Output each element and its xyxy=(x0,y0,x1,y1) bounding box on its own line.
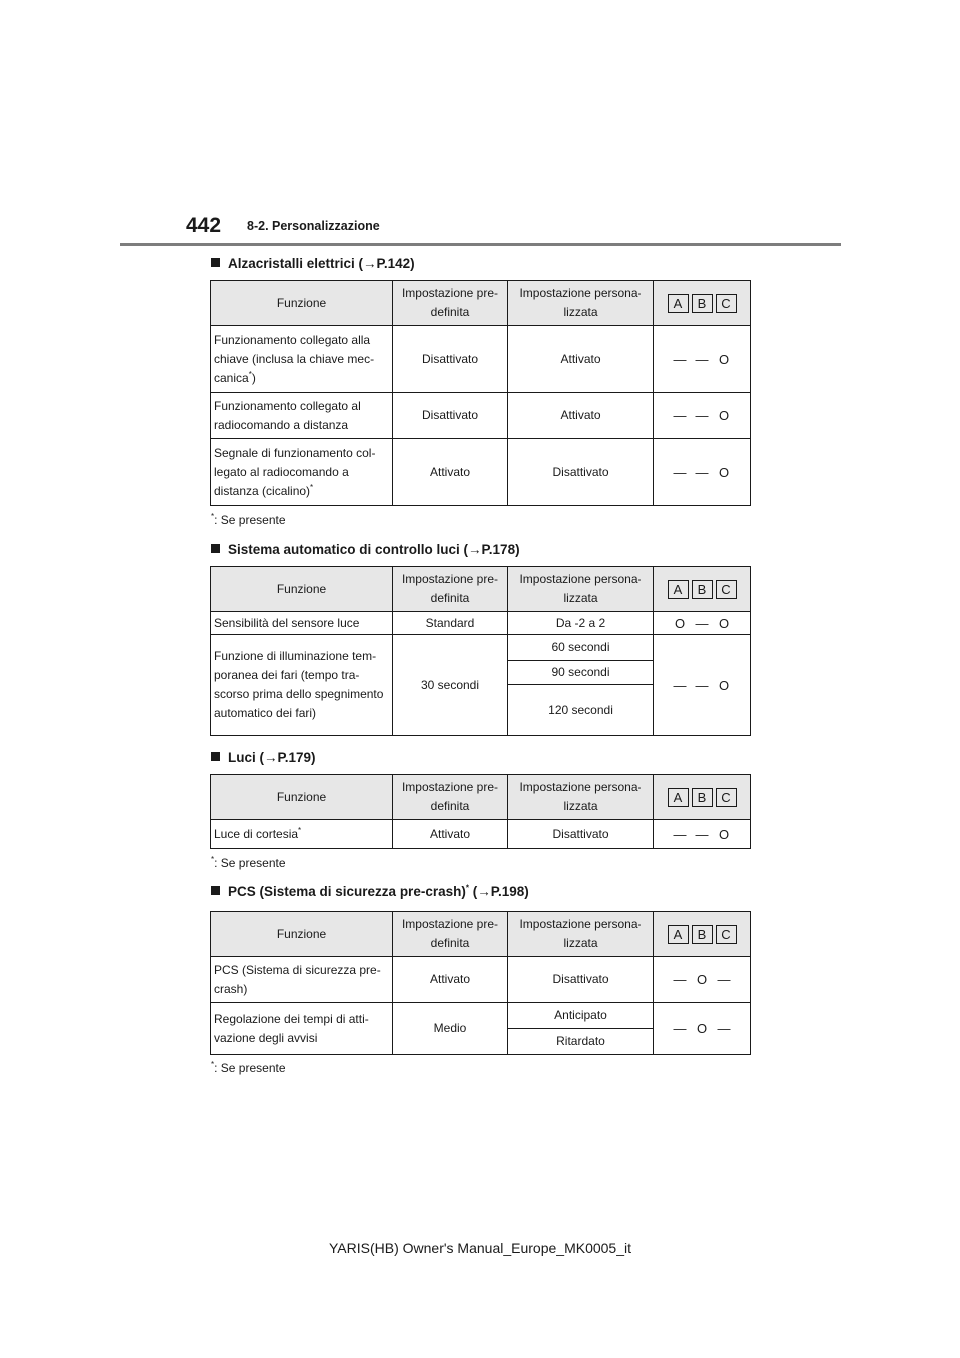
header-predefinita: Impostazione pre-definita xyxy=(393,281,508,326)
cell-personalizzata: Da -2 a 2 xyxy=(508,612,654,635)
table-row xyxy=(211,439,751,506)
cell-personalizzata: 120 secondi xyxy=(508,685,654,736)
value-c: — xyxy=(717,972,731,987)
header-funzione: Funzione xyxy=(211,775,393,820)
value-b: — xyxy=(695,677,709,693)
table-row xyxy=(211,326,751,393)
cell-funzione: PCS (Sistema di sicurezza pre-crash) xyxy=(211,957,393,1003)
cell-personalizzata: 90 secondi xyxy=(508,661,654,685)
value-a: — xyxy=(673,464,687,480)
value-c: O xyxy=(718,826,730,842)
cell-abc xyxy=(654,1003,751,1055)
cell-funzione: Funzionamento collegato al radiocomando a distanza xyxy=(211,393,393,439)
value-b: — xyxy=(695,351,709,367)
header-abc xyxy=(654,775,751,820)
header-abc xyxy=(654,567,751,612)
table-row xyxy=(211,820,751,849)
cell-predefinita: Standard xyxy=(393,612,508,635)
square-bullet-icon xyxy=(211,544,220,553)
header-predefinita: Impostazione pre-definita xyxy=(393,912,508,957)
square-bullet-icon xyxy=(211,886,220,895)
value-a: — xyxy=(673,1021,687,1036)
cell-predefinita: Disattivato xyxy=(393,393,508,439)
table-luci xyxy=(210,774,751,849)
header-funzione: Funzione xyxy=(211,281,393,326)
table-row xyxy=(211,957,751,1003)
value-b: — xyxy=(695,464,709,480)
cell-abc xyxy=(654,612,751,635)
section-title-alzacristalli: Alzacristalli elettrici (→P.142) xyxy=(211,256,415,271)
box-a: A xyxy=(668,788,689,807)
cell-personalizzata: Disattivato xyxy=(508,820,654,849)
header-rule xyxy=(120,243,841,246)
value-b: — xyxy=(695,826,709,842)
header-predefinita: Impostazione pre-definita xyxy=(393,775,508,820)
box-b: B xyxy=(692,580,713,599)
cell-funzione: Segnale di funzionamento col-legato al radiocomando a distanza (cicalino)* xyxy=(211,439,393,506)
value-a: — xyxy=(673,972,687,987)
section-title-luci-auto: Sistema automatico di controllo luci (→P.178) xyxy=(211,542,520,557)
header-funzione: Funzione xyxy=(211,912,393,957)
table-luci-auto xyxy=(210,566,751,736)
cell-funzione: Funzionamento collegato alla chiave (inclusa la chiave mec-canica*) xyxy=(211,326,393,393)
footnote: *: Se presente xyxy=(211,855,286,870)
box-c: C xyxy=(716,580,737,599)
cell-predefinita: Attivato xyxy=(393,439,508,506)
box-a: A xyxy=(668,925,689,944)
box-c: C xyxy=(716,925,737,944)
value-c: O xyxy=(718,351,730,367)
box-a: A xyxy=(668,294,689,313)
value-c: O xyxy=(718,677,730,693)
footer-manual-id: YARIS(HB) Owner's Manual_Europe_MK0005_it xyxy=(329,1240,631,1256)
value-b: O xyxy=(696,972,708,987)
cell-predefinita: Attivato xyxy=(393,957,508,1003)
header-personalizzata: Impostazione persona-lizzata xyxy=(508,912,654,957)
header-personalizzata: Impostazione persona-lizzata xyxy=(508,567,654,612)
table-alzacristalli xyxy=(210,280,751,506)
value-c: — xyxy=(717,1021,731,1036)
cell-predefinita: 30 secondi xyxy=(393,635,508,736)
value-c: O xyxy=(718,615,730,631)
table-pcs xyxy=(210,911,751,1055)
table-row xyxy=(211,635,751,661)
cell-personalizzata: Ritardato xyxy=(508,1029,654,1055)
footnote: *: Se presente xyxy=(211,1060,286,1075)
value-b: O xyxy=(696,1021,708,1036)
cell-funzione: Sensibilità del sensore luce xyxy=(211,612,393,635)
cell-funzione: Luce di cortesia* xyxy=(211,820,393,849)
value-a: — xyxy=(673,677,687,693)
cell-abc xyxy=(654,957,751,1003)
cell-predefinita: Disattivato xyxy=(393,326,508,393)
box-a: A xyxy=(668,580,689,599)
cell-predefinita: Attivato xyxy=(393,820,508,849)
cell-personalizzata: Disattivato xyxy=(508,439,654,506)
value-a: — xyxy=(673,351,687,367)
cell-personalizzata: Anticipato xyxy=(508,1003,654,1029)
table-row xyxy=(211,1003,751,1029)
value-b: — xyxy=(695,408,709,423)
header-personalizzata: Impostazione persona-lizzata xyxy=(508,775,654,820)
cell-abc xyxy=(654,635,751,736)
chapter-title: 8-2. Personalizzazione xyxy=(247,219,380,233)
value-c: O xyxy=(718,408,730,423)
cell-personalizzata: 60 secondi xyxy=(508,635,654,661)
box-b: B xyxy=(692,788,713,807)
cell-personalizzata: Attivato xyxy=(508,393,654,439)
cell-abc xyxy=(654,820,751,849)
square-bullet-icon xyxy=(211,258,220,267)
box-c: C xyxy=(716,788,737,807)
table-row xyxy=(211,393,751,439)
box-b: B xyxy=(692,294,713,313)
value-a: O xyxy=(674,615,686,631)
value-a: — xyxy=(673,826,687,842)
cell-funzione: Funzione di illuminazione tem-poranea dei fari (tempo tra-scorso prima dello spegnimento automatico dei fari) xyxy=(211,635,393,736)
section-title-pcs: PCS (Sistema di sicurezza pre-crash)* (→P.198) xyxy=(211,884,529,899)
section-title-luci: Luci (→P.179) xyxy=(211,750,316,765)
value-a: — xyxy=(673,408,687,423)
cell-personalizzata: Attivato xyxy=(508,326,654,393)
header-funzione: Funzione xyxy=(211,567,393,612)
header-predefinita: Impostazione pre-definita xyxy=(393,567,508,612)
footnote: *: Se presente xyxy=(211,512,286,527)
cell-abc xyxy=(654,439,751,506)
value-b: — xyxy=(695,615,709,631)
cell-funzione: Regolazione dei tempi di atti-vazione degli avvisi xyxy=(211,1003,393,1055)
header-abc xyxy=(654,281,751,326)
box-c: C xyxy=(716,294,737,313)
square-bullet-icon xyxy=(211,752,220,761)
cell-abc xyxy=(654,326,751,393)
box-b: B xyxy=(692,925,713,944)
header-abc xyxy=(654,912,751,957)
value-c: O xyxy=(718,464,730,480)
table-row xyxy=(211,612,751,635)
page-number: 442 xyxy=(186,214,222,237)
cell-abc xyxy=(654,393,751,439)
header-personalizzata: Impostazione persona-lizzata xyxy=(508,281,654,326)
cell-personalizzata: Disattivato xyxy=(508,957,654,1003)
cell-predefinita: Medio xyxy=(393,1003,508,1055)
